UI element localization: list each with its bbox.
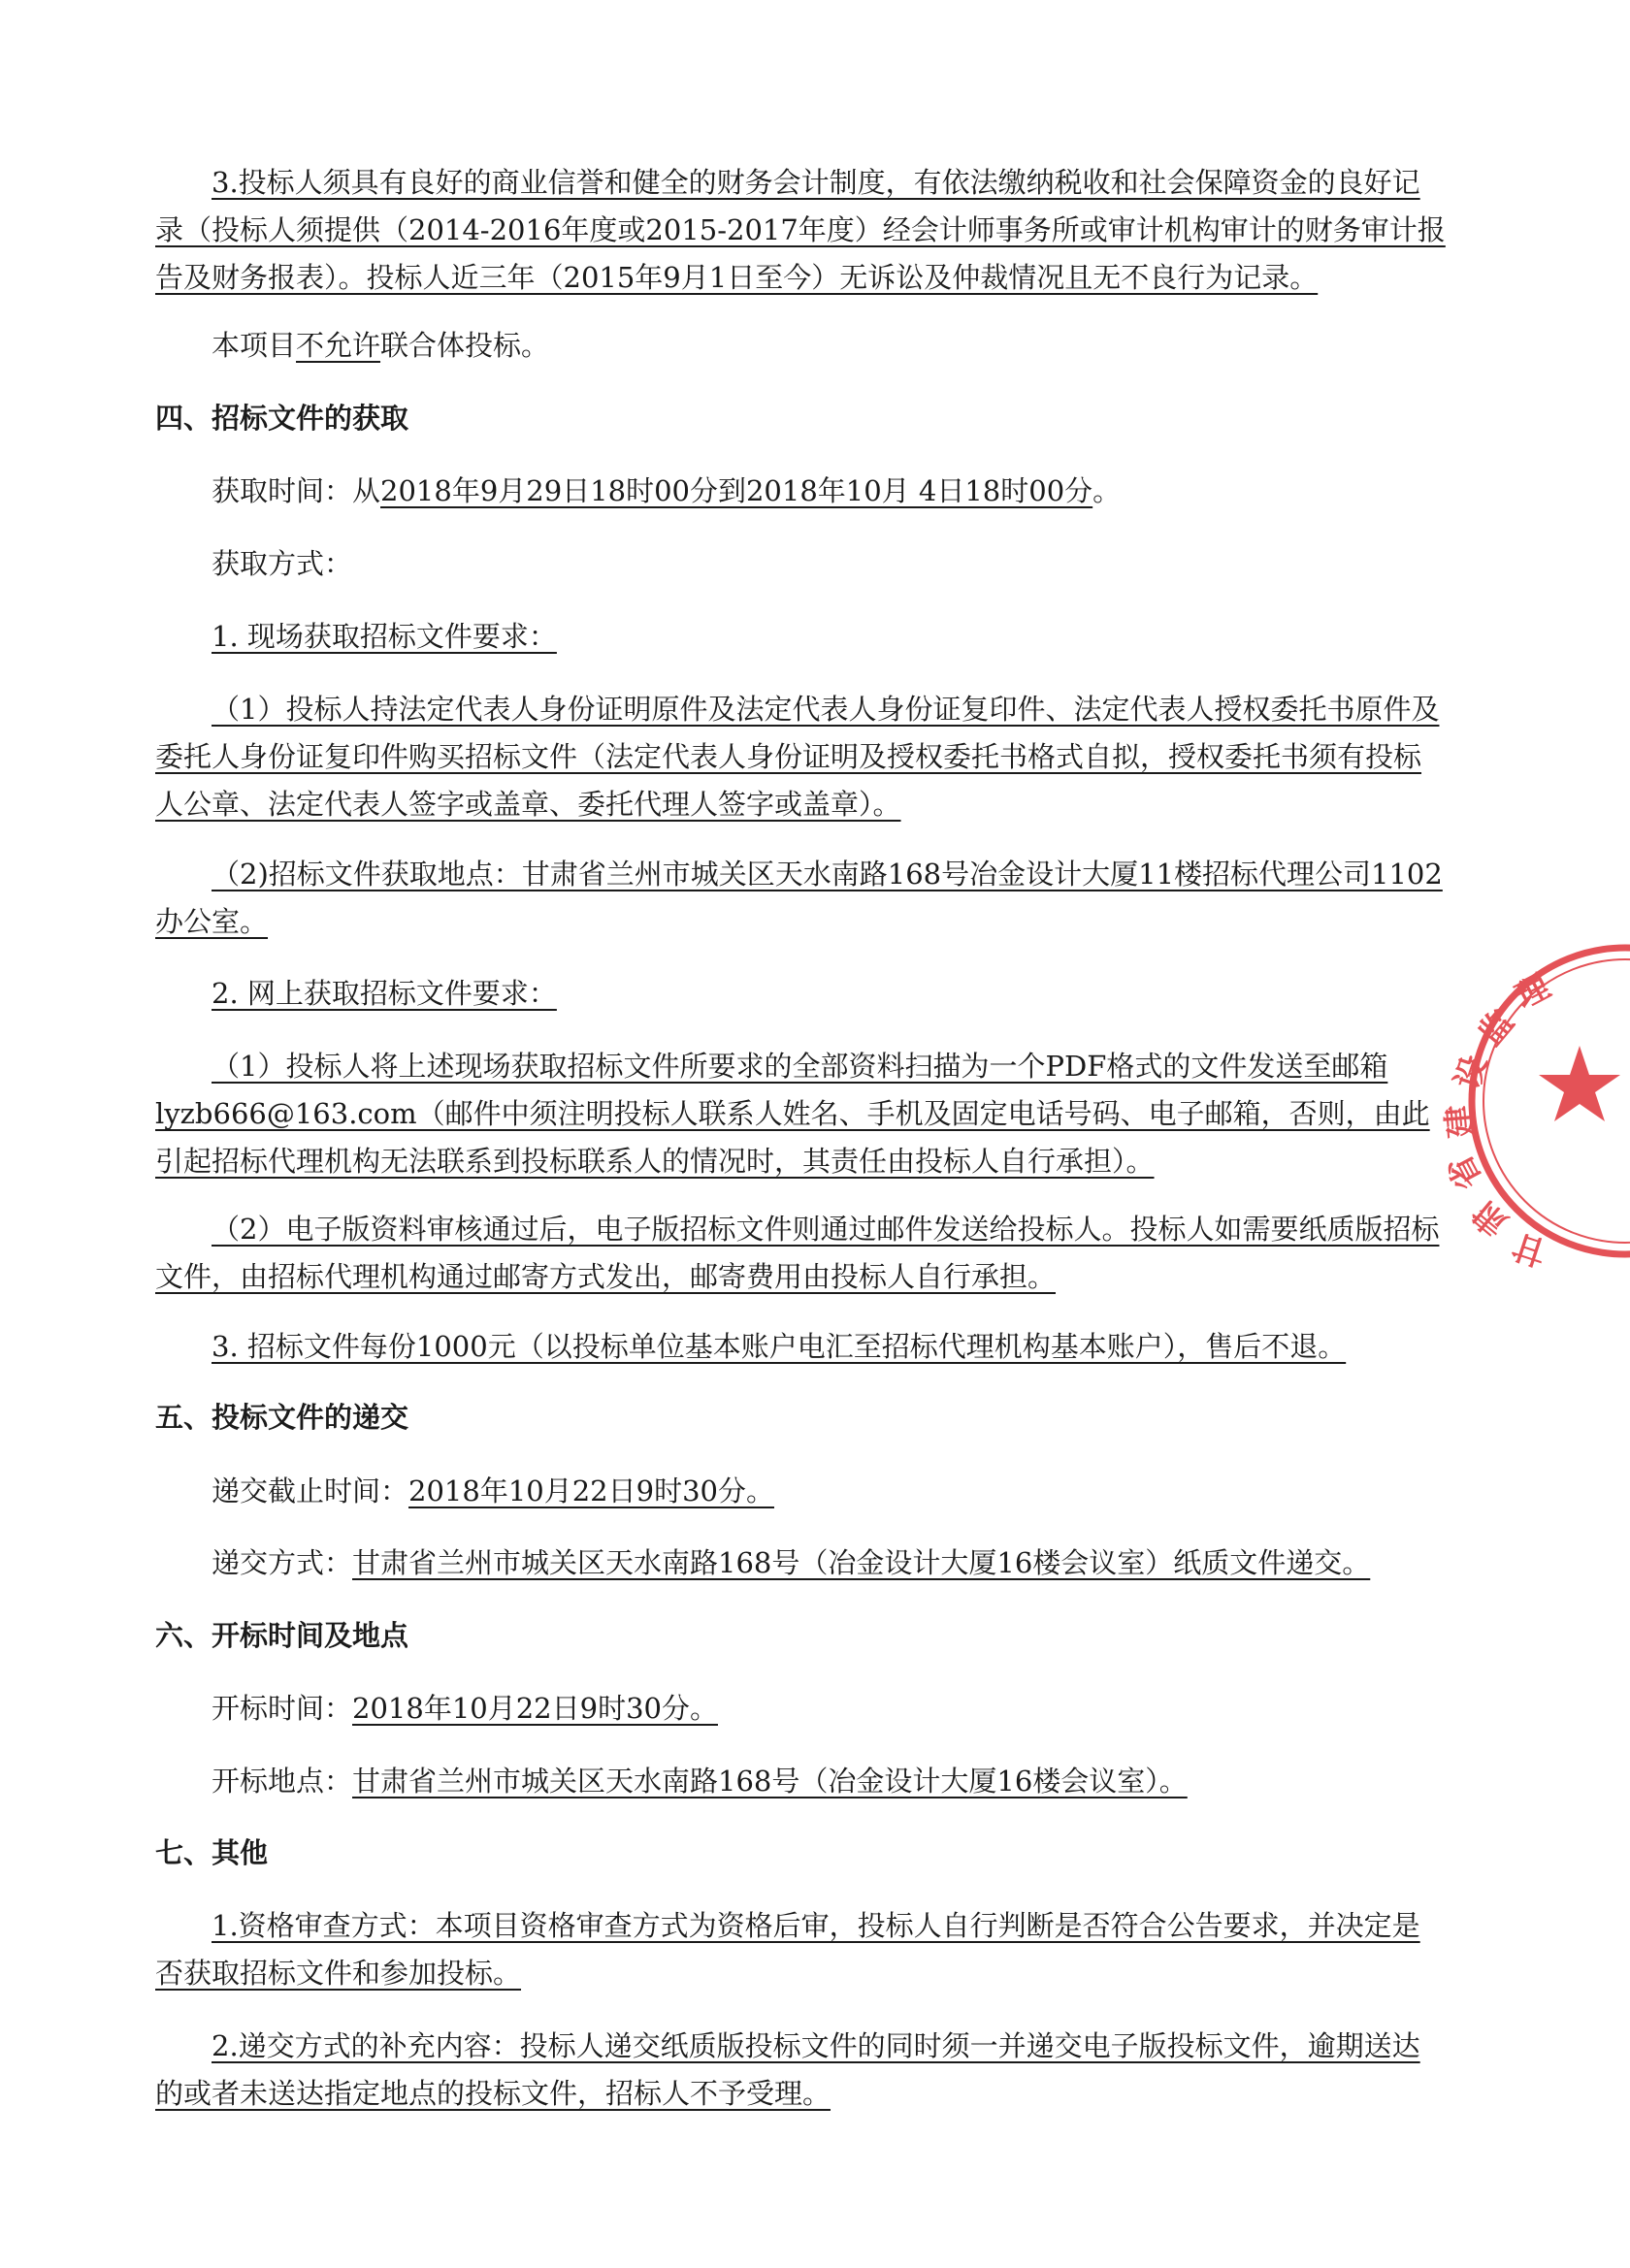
paragraph-onsite-1: （1）投标人持法定代表人身份证明原件及法定代表人身份证复印件、法定代表人授权委托书原件及委托人身份证复印件购买招标文件（法定代表人身份证明及授权委托书格式自拟，授权委托书须有投标人公章、法定代表人签字或盖章、委托代理人签字或盖章）。 [155, 693, 1440, 821]
section-heading-4: 四、招标文件的获取 [155, 402, 409, 435]
section-heading-5: 五、投标文件的递交 [155, 1401, 409, 1434]
official-seal-icon [1440, 931, 1630, 1280]
svg-text:理: 理 [1509, 966, 1557, 1017]
paragraph-qualification-3: 3.投标人须具有良好的商业信誉和健全的财务会计制度，有依法缴纳税收和社会保障资金的良好记录（投标人须提供（2014-2016年度或2015-2017年度）经会计师事务所或审计机构审计的财务审计报告及财务报表）。投标人近三年（2015年9月1日至今）无诉讼及仲裁情况且无不良行为记录。 [155, 166, 1446, 294]
paragraph-submission-method: 递交方式：甘肃省兰州市城关区天水南路168号（冶金设计大厦16楼会议室）纸质文件递交。 [212, 1546, 1371, 1579]
section-heading-6: 六、开标时间及地点 [155, 1619, 409, 1652]
paragraph-online-2: （2）电子版资料审核通过后，电子版招标文件则通过邮件发送给投标人。投标人如需要纸质版招标文件，由招标代理机构通过邮寄方式发出，邮寄费用由投标人自行承担。 [155, 1213, 1440, 1293]
paragraph-other-1: 1.资格审查方式：本项目资格审查方式为资格后审，投标人自行判断是否符合公告要求，并决定是否获取招标文件和参加投标。 [155, 1909, 1420, 1990]
paragraph-onsite-title: 1. 现场获取招标文件要求： [212, 620, 557, 653]
paragraph-opening-time: 开标时间：2018年10月22日9时30分。 [212, 1692, 718, 1725]
paragraph-deadline: 递交截止时间：2018年10月22日9时30分。 [212, 1474, 774, 1507]
paragraph-online-title: 2. 网上获取招标文件要求： [212, 977, 557, 1010]
section-heading-7: 七、其他 [155, 1836, 269, 1869]
paragraph-online-1: （1）投标人将上述现场获取招标文件所要求的全部资料扫描为一个PDF格式的文件发送至邮箱lyzb666@163.com（邮件中须注明投标人联系人姓名、手机及固定电话号码、电子邮箱，否则，由此引起招标代理机构无法联系到投标联系人的情况时，其责任由投标人自行承担）。 [155, 1050, 1430, 1178]
svg-text:设: 设 [1448, 1051, 1496, 1094]
svg-text:建: 建 [1440, 1103, 1482, 1140]
paragraph-obtain-time: 获取时间：从2018年9月29日18时00分到2018年10月 4日18时00分。 [212, 474, 1122, 507]
svg-text:甘: 甘 [1508, 1224, 1551, 1273]
svg-text:监: 监 [1471, 1003, 1522, 1053]
paragraph-consortium: 本项目不允许联合体投标。 [212, 329, 550, 362]
paragraph-opening-place: 开标地点：甘肃省兰州市城关区天水南路168号（冶金设计大厦16楼会议室）。 [212, 1765, 1188, 1798]
paragraph-fee: 3. 招标文件每份1000元（以投标单位基本账户电汇至招标代理机构基本账户），售后不退。 [212, 1330, 1347, 1363]
paragraph-other-2: 2.递交方式的补充内容：投标人递交纸质版投标文件的同时须一并递交电子版投标文件，逾期送达的或者未送达指定地点的投标文件，招标人不予受理。 [155, 2029, 1420, 2110]
svg-text:省: 省 [1440, 1148, 1490, 1196]
svg-text:肃: 肃 [1465, 1192, 1516, 1244]
paragraph-obtain-method: 获取方式： [212, 547, 353, 580]
paragraph-onsite-2: （2)招标文件获取地点：甘肃省兰州市城关区天水南路168号冶金设计大厦11楼招标代理公司1102办公室。 [155, 858, 1443, 938]
